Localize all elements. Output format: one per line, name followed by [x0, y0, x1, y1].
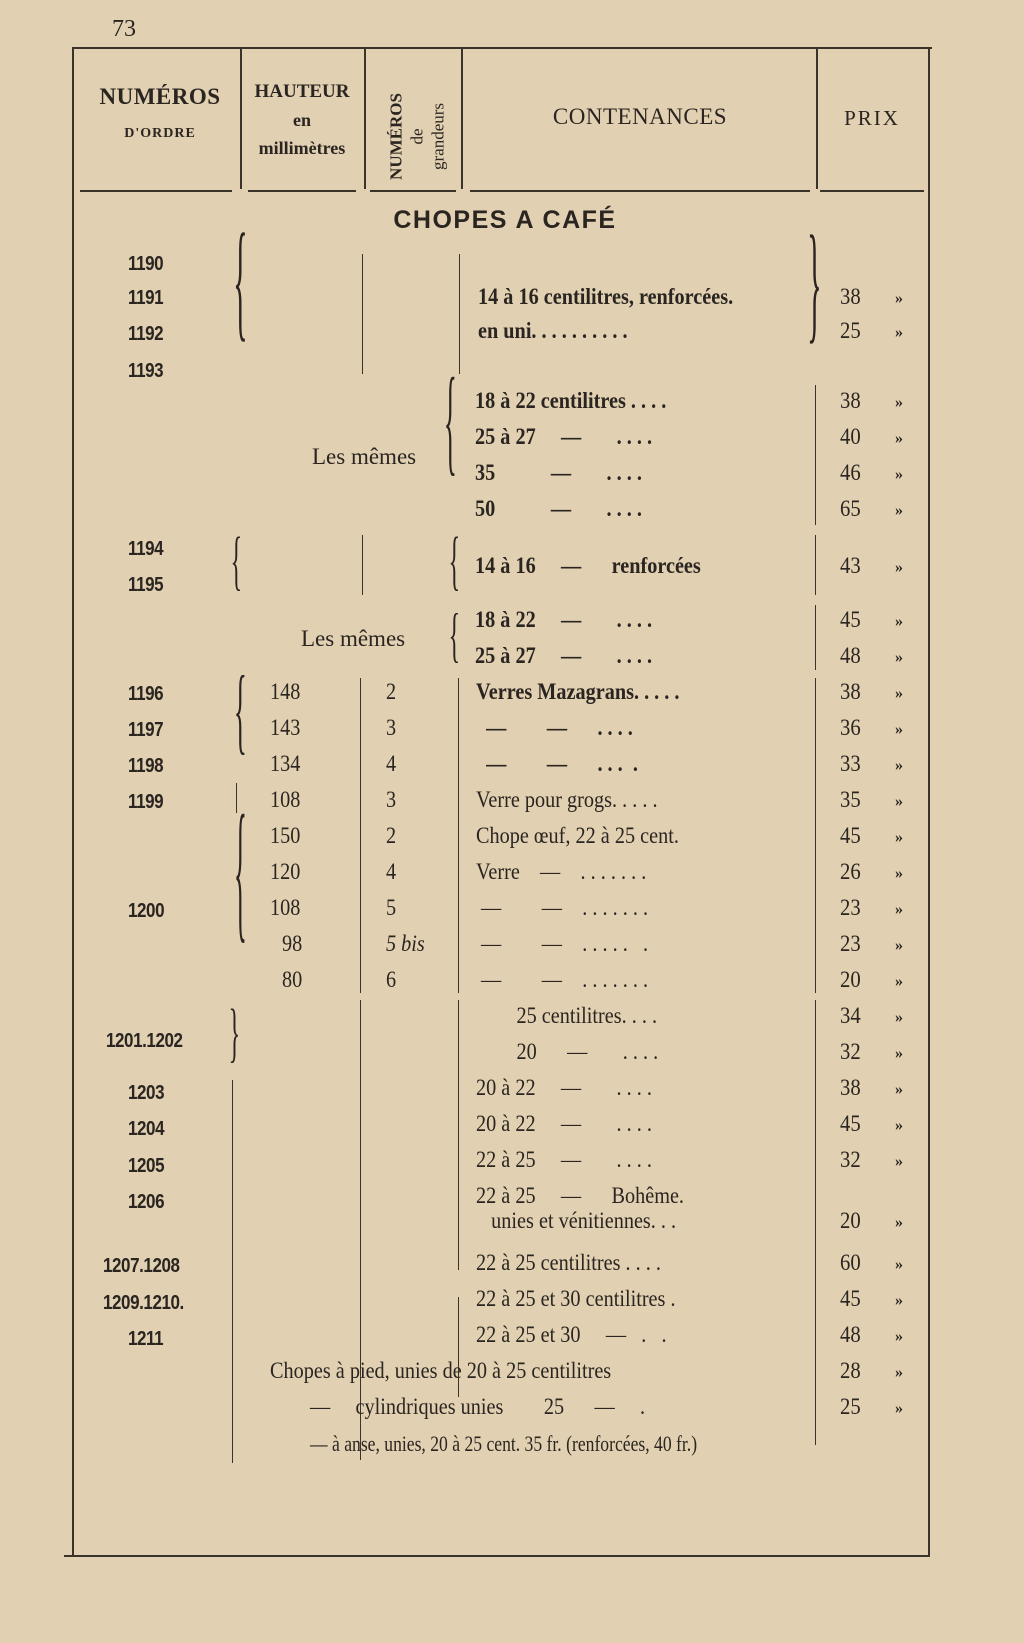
- order-number: 1209.1210.: [103, 1292, 184, 1314]
- column-rule: [815, 535, 816, 595]
- price-suffix: »: [895, 430, 903, 447]
- brace-left: {: [230, 523, 243, 597]
- order-number: 1203: [128, 1082, 165, 1104]
- contenance-text: 18 à 22 centilitres . . . .: [475, 388, 667, 413]
- price-suffix: »: [895, 1364, 903, 1381]
- contenance-text: 25 centilitres. . . .: [476, 1003, 658, 1028]
- price-suffix: »: [895, 649, 903, 666]
- column-rule: [815, 1370, 816, 1445]
- price-value: 46: [840, 460, 861, 485]
- order-number: 1197: [128, 719, 164, 741]
- column-rule: [815, 385, 816, 525]
- column-rule: [232, 1080, 233, 1463]
- price-value: 45: [840, 823, 861, 848]
- column-rule: [360, 1000, 361, 1460]
- contenance-text: 22 à 25 et 30 — . .: [476, 1322, 667, 1347]
- price-suffix: »: [895, 865, 903, 882]
- price-suffix: »: [895, 613, 903, 630]
- price-suffix: »: [895, 1292, 903, 1309]
- hauteur-value: 134: [270, 751, 301, 776]
- column-rule: [815, 605, 816, 670]
- price-value: 25: [840, 1394, 861, 1419]
- header-grandeurs-line1: NUMÉROS: [386, 93, 406, 180]
- column-rule: [459, 254, 460, 374]
- contenance-text: 22 à 25 centilitres . . . .: [476, 1250, 661, 1275]
- header-grandeurs-line3: grandeurs: [428, 102, 448, 171]
- price-suffix: »: [895, 1153, 903, 1170]
- hauteur-value: 80: [282, 967, 303, 992]
- contenance-text: Verre — . . . . . . .: [476, 859, 647, 884]
- contenance-text: — — . . . . . .: [476, 931, 649, 956]
- footer-text: — à anse, unies, 20 à 25 cent. 35 fr. (renforcées, 40 fr.): [310, 1431, 698, 1456]
- price-value: 65: [840, 496, 861, 521]
- column-header-grandeurs: [372, 60, 462, 180]
- header-ordre-line2: D'ORDRE: [124, 126, 196, 141]
- price-value: 36: [840, 715, 861, 740]
- price-value: 40: [840, 424, 861, 449]
- price-value: 34: [840, 1003, 861, 1028]
- contenance-text: 20 à 22 — . . . .: [476, 1075, 652, 1100]
- header-underline: [80, 190, 232, 192]
- hauteur-value: 150: [270, 823, 301, 848]
- price-suffix: »: [895, 901, 903, 918]
- column-rule: [360, 678, 361, 993]
- price-suffix: »: [895, 466, 903, 483]
- price-value: 48: [840, 1322, 861, 1347]
- group-label: Les mêmes: [301, 626, 406, 651]
- group-label: Les mêmes: [312, 444, 417, 469]
- price-value: 45: [840, 607, 861, 632]
- contenance-text: Verres Mazagrans. . . . .: [476, 679, 680, 704]
- column-rule: [362, 535, 363, 595]
- column-header-prix: PRIX: [844, 106, 900, 130]
- order-number: 1204: [128, 1118, 165, 1140]
- order-number: 1198: [128, 755, 164, 777]
- price-value: 23: [840, 895, 861, 920]
- brace-right: }: [228, 995, 241, 1069]
- order-number: 1211: [128, 1328, 164, 1350]
- order-number: 1207.1208: [103, 1255, 180, 1277]
- header-hauteur-line1: HAUTEUR: [254, 81, 350, 102]
- table-top-border: [72, 47, 932, 49]
- price-suffix: »: [895, 1214, 903, 1231]
- brace-left: {: [448, 523, 461, 597]
- brace-left: {: [233, 657, 247, 763]
- price-suffix: »: [895, 324, 903, 341]
- order-number: 1195: [128, 574, 164, 596]
- page-number: 73: [112, 16, 136, 42]
- contenance-text: Chope œuf, 22 à 25 cent.: [476, 823, 679, 848]
- price-value: 33: [840, 751, 861, 776]
- price-suffix: »: [895, 937, 903, 954]
- price-value: 25: [840, 318, 861, 343]
- contenance-text: en uni. . . . . . . . . .: [478, 318, 628, 343]
- price-value: 32: [840, 1147, 861, 1172]
- contenance-text: 25 à 27 — . . . .: [475, 643, 653, 668]
- price-suffix: »: [895, 1081, 903, 1098]
- price-value: 45: [840, 1111, 861, 1136]
- contenance-text: 18 à 22 — . . . .: [475, 607, 653, 632]
- column-header-contenances: CONTENANCES: [552, 104, 728, 129]
- price-suffix: »: [895, 502, 903, 519]
- header-underline: [470, 190, 810, 192]
- contenance-text: — — . . . .: [476, 751, 638, 776]
- column-header-ordre: [80, 84, 240, 142]
- hauteur-value: 148: [270, 679, 301, 704]
- contenance-text: — — . . . . . . .: [476, 967, 649, 992]
- price-value: 43: [840, 553, 861, 578]
- column-rule: [458, 678, 459, 993]
- price-suffix: »: [895, 685, 903, 702]
- contenance-text: 20 — . . . .: [476, 1039, 659, 1064]
- order-number: 1190: [128, 253, 164, 275]
- price-value: 38: [840, 284, 861, 309]
- header-hauteur-line3: millimètres: [258, 138, 346, 158]
- hauteur-value: 108: [270, 895, 301, 920]
- brace-left: {: [448, 602, 461, 668]
- grandeur-value: 5 bis: [386, 931, 425, 956]
- price-value: 48: [840, 643, 861, 668]
- grandeur-value: 3: [386, 715, 397, 740]
- header-grandeurs-line2: de: [407, 128, 427, 145]
- brace-left: {: [233, 784, 247, 956]
- price-suffix: »: [895, 757, 903, 774]
- contenance-text: — — . . . . . . .: [476, 895, 649, 920]
- contenance-text: 22 à 25 et 30 centilitres .: [476, 1286, 676, 1311]
- price-value: 38: [840, 679, 861, 704]
- price-value: 20: [840, 967, 861, 992]
- grandeur-value: 4: [386, 859, 397, 884]
- price-value: 38: [840, 388, 861, 413]
- brace-right: }: [807, 209, 822, 355]
- contenance-text: 14 à 16 centilitres, renforcées.: [478, 284, 734, 309]
- price-value: 45: [840, 1286, 861, 1311]
- order-number: 1200: [128, 900, 165, 922]
- price-value: 26: [840, 859, 861, 884]
- price-suffix: »: [895, 1328, 903, 1345]
- column-rule: [815, 1000, 816, 1400]
- price-value: 23: [840, 931, 861, 956]
- order-number: 1205: [128, 1155, 165, 1177]
- order-number: 1194: [128, 538, 164, 560]
- column-rule: [815, 678, 816, 993]
- price-value: 20: [840, 1208, 861, 1233]
- order-number: 1206: [128, 1191, 165, 1213]
- price-value: 35: [840, 787, 861, 812]
- price-suffix: »: [895, 721, 903, 738]
- grandeur-value: 4: [386, 751, 397, 776]
- price-suffix: »: [895, 793, 903, 810]
- hauteur-value: 143: [270, 715, 301, 740]
- column-header-hauteur: [240, 78, 364, 162]
- table-right-border: [928, 47, 930, 1557]
- grandeur-value: 3: [386, 787, 397, 812]
- brace-left: {: [443, 354, 457, 486]
- order-number: 1191: [128, 287, 164, 309]
- header-hauteur-line2: en: [293, 110, 311, 130]
- contenance-text: 22 à 25 — . . . .: [476, 1147, 652, 1172]
- hauteur-value: 120: [270, 859, 301, 884]
- table-left-border: [72, 47, 74, 1557]
- order-number: 1192: [128, 323, 164, 345]
- price-value: 28: [840, 1358, 861, 1383]
- grandeur-value: 2: [386, 679, 397, 704]
- contenance-text: 14 à 16 — renforcées: [475, 553, 701, 578]
- price-suffix: »: [895, 1400, 903, 1417]
- hauteur-value: 108: [270, 787, 301, 812]
- grandeur-value: 2: [386, 823, 397, 848]
- order-number: 1196: [128, 683, 164, 705]
- price-suffix: »: [895, 290, 903, 307]
- hauteur-value: 98: [282, 931, 303, 956]
- price-suffix: »: [895, 559, 903, 576]
- footer-text: Chopes à pied, unies de 20 à 25 centilitres: [270, 1358, 612, 1383]
- contenance-text: — — . . . .: [476, 715, 633, 740]
- grandeur-value: 6: [386, 967, 397, 992]
- table-bottom-border: [64, 1555, 930, 1557]
- grandeur-value: 5: [386, 895, 397, 920]
- header-ordre-line1: NUMÉROS: [99, 84, 221, 109]
- contenance-text: 50 — . . . .: [475, 496, 642, 521]
- contenance-text: 25 à 27 — . . . .: [475, 424, 653, 449]
- contenance-text: unies et vénitiennes. . .: [476, 1208, 677, 1233]
- price-suffix: »: [895, 1009, 903, 1026]
- price-suffix: »: [895, 829, 903, 846]
- order-number: 1193: [128, 360, 164, 382]
- price-suffix: »: [895, 1256, 903, 1273]
- header-underline: [248, 190, 356, 192]
- footer-text: — cylindriques unies 25 — .: [310, 1394, 646, 1419]
- header-divider: [364, 47, 366, 189]
- header-underline: [820, 190, 924, 192]
- price-suffix: »: [895, 1045, 903, 1062]
- price-suffix: »: [895, 394, 903, 411]
- contenance-text: 22 à 25 — Bohême.: [476, 1183, 684, 1208]
- contenance-text: 35 — . . . .: [475, 460, 642, 485]
- brace-left: {: [233, 207, 248, 353]
- column-rule: [362, 254, 363, 374]
- price-suffix: »: [895, 1117, 903, 1134]
- column-rule: [458, 1000, 459, 1270]
- price-value: 38: [840, 1075, 861, 1100]
- order-number: 1199: [128, 791, 164, 813]
- contenance-text: Verre pour grogs. . . . .: [476, 787, 658, 812]
- price-suffix: »: [895, 973, 903, 990]
- contenance-text: 20 à 22 — . . . .: [476, 1111, 652, 1136]
- price-value: 32: [840, 1039, 861, 1064]
- price-value: 60: [840, 1250, 861, 1275]
- section-title: CHOPES A CAFÉ: [393, 206, 617, 234]
- order-number: 1201.1202: [106, 1030, 183, 1052]
